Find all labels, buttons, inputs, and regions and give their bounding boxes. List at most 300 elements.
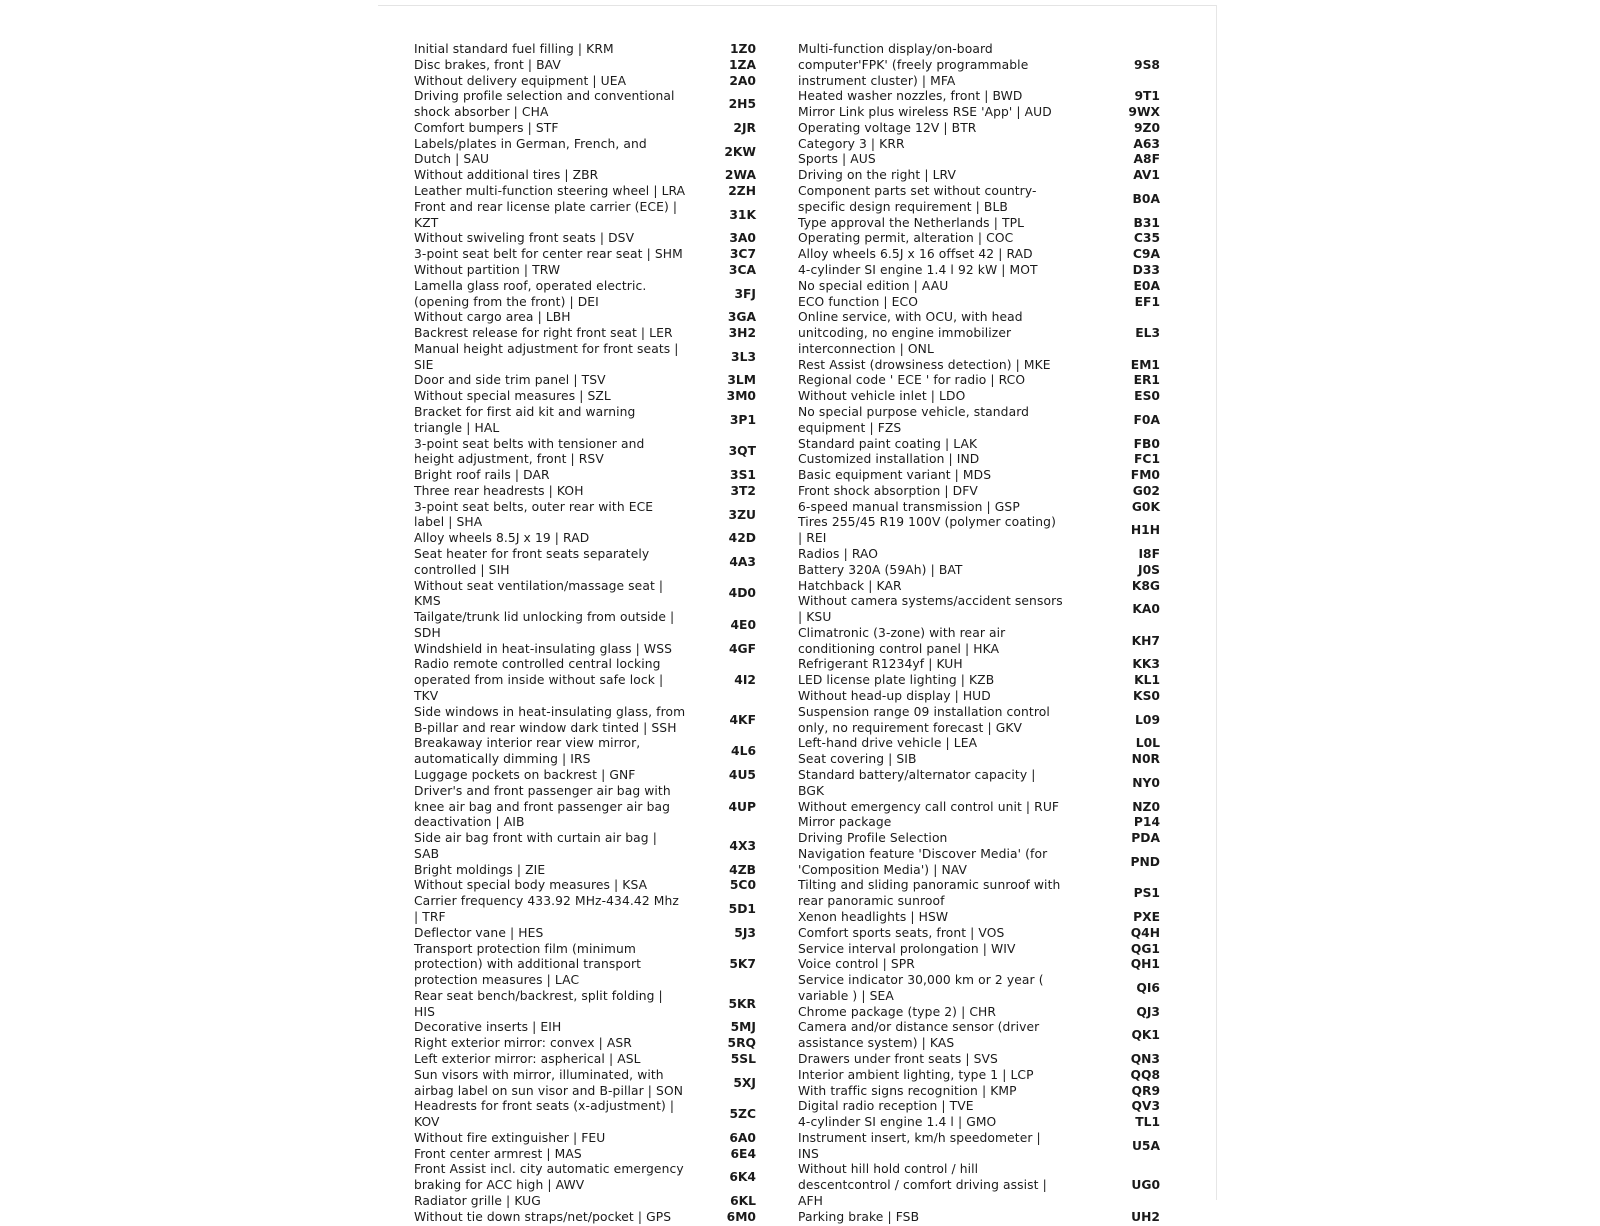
equipment-description: Tailgate/trunk lid unlocking from outside | SDH [414,610,675,640]
option-code: 2WA [724,168,756,183]
option-code: QJ3 [1136,1004,1160,1019]
equipment-row [414,247,794,263]
option-code: EF1 [1134,294,1160,309]
equipment-row [798,515,1190,547]
option-code: QQ8 [1130,1067,1160,1082]
option-code: 9S8 [1134,57,1160,72]
equipment-description: Without head-up display | HUD [798,689,991,704]
equipment-description: Battery 320A (59Ah) | BAT [798,562,963,577]
equipment-row [798,942,1190,958]
equipment-description: Driver's and front passenger air bag with knee air bag and front passenger air bag deactivation | AIB [414,783,671,830]
equipment-description: No special edition | AAU [798,278,949,293]
equipment-description: Navigation feature 'Discover Media' (for 'Composition Media') | NAV [798,846,1048,877]
equipment-row [414,926,794,942]
equipment-description: Front shock absorption | DFV [798,483,978,498]
option-code: KK3 [1132,657,1160,672]
equipment-row [798,910,1190,926]
equipment-row [798,105,1190,121]
equipment-description: Radiator grille | KUG [414,1194,541,1209]
option-code: 5D1 [728,902,756,917]
equipment-description: Comfort sports seats, front | VOS [798,925,1005,940]
equipment-row [414,1068,794,1100]
option-code: 3L3 [731,349,756,364]
option-code: 5XJ [733,1075,756,1090]
equipment-description: 6-speed manual transmission | GSP [798,499,1020,514]
option-code: KS0 [1133,689,1160,704]
equipment-row [414,263,794,279]
option-code: 6KL [730,1194,756,1209]
equipment-row [798,831,1190,847]
option-code: PS1 [1133,886,1160,901]
equipment-description: Deflector vane | HES [414,925,544,940]
equipment-row [798,89,1190,105]
equipment-row [414,768,794,784]
equipment-row [414,894,794,926]
equipment-description: Radios | RAO [798,547,879,561]
equipment-row [414,610,794,642]
option-code: FC1 [1134,452,1160,467]
equipment-row [798,42,1190,89]
equipment-row [798,247,1190,263]
equipment-row [414,184,794,200]
equipment-row [798,500,1190,516]
option-code: 4ZB [729,862,756,877]
option-code: 4GF [728,641,756,656]
equipment-description: Xenon headlights | HSW [798,909,949,924]
option-code: A63 [1133,136,1160,151]
equipment-description: LED license plate lighting | KZB [798,673,995,688]
option-code: B0A [1132,191,1160,206]
equipment-description: Type approval the Netherlands | TPL [798,215,1025,230]
equipment-description: Without tie down straps/net/pocket | GPS [414,1209,672,1224]
equipment-description: With traffic signs recognition | KMP [798,1083,1017,1098]
equipment-description: Manual height adjustment for front seats | SIE [414,341,679,372]
equipment-description: Backrest release for right front seat | LER [414,326,673,341]
option-code: 6E4 [730,1146,756,1161]
equipment-description: Right exterior mirror: convex | ASR [414,1036,632,1051]
equipment-row [414,657,794,704]
option-code: 42D [728,531,756,546]
equipment-row [798,1005,1190,1021]
equipment-description: Interior ambient lighting, type 1 | LCP [798,1067,1034,1082]
equipment-description: Without special measures | SZL [414,389,611,404]
equipment-description: Chrome package (type 2) | CHR [798,1004,996,1019]
equipment-description: Operating permit, alteration | COC [798,231,1014,246]
option-code: 3M0 [726,389,756,404]
equipment-description: Front center armrest | MAS [414,1146,582,1161]
option-code: NZ0 [1132,799,1160,814]
equipment-description: Drawers under front seats | SVS [798,1052,998,1066]
equipment-row [798,1084,1190,1100]
equipment-row [414,989,794,1021]
option-code: KA0 [1132,602,1160,617]
equipment-row [798,389,1190,405]
option-code: L0L [1135,736,1160,751]
equipment-description: Front Assist incl. city automatic emergency braking for ACC high | AWV [414,1162,684,1193]
equipment-row [798,168,1190,184]
equipment-row [414,1036,794,1052]
option-code: 5K7 [729,957,756,972]
equipment-row [414,58,794,74]
equipment-row [798,815,1190,831]
equipment-row [414,579,794,611]
equipment-row [414,642,794,658]
option-code: 5MJ [730,1020,756,1035]
equipment-row [414,200,794,232]
equipment-description: Three rear headrests | KOH [414,483,584,498]
equipment-row [414,121,794,137]
option-code: U5A [1131,1138,1160,1153]
equipment-row [798,152,1190,168]
option-code: AV1 [1133,168,1160,183]
equipment-row [798,437,1190,453]
equipment-description: Without delivery equipment | UEA [414,73,627,88]
equipment-description: Leather multi-function steering wheel | LRA [414,184,686,199]
option-code: I8F [1138,547,1160,561]
equipment-description: Side air bag front with curtain air bag | SAB [414,831,657,861]
option-code: PDA [1131,831,1160,846]
equipment-description: Decorative inserts | EIH [414,1020,562,1035]
option-code: 3CA [728,262,756,277]
equipment-description: Without special body measures | KSA [414,878,648,893]
equipment-row [798,1210,1190,1226]
option-code: 5SL [730,1052,756,1066]
option-code: 3QT [728,444,756,459]
equipment-description: Radio remote controlled central locking operated from inside without safe lock | TKV [414,657,664,704]
option-code: 9T1 [1134,89,1160,104]
option-code: 3ZU [728,507,756,522]
equipment-row [798,452,1190,468]
equipment-description: Sports | AUS [798,152,876,167]
option-code: G02 [1132,483,1160,498]
equipment-row [414,1194,794,1210]
option-code: 4UP [728,799,756,814]
option-code: A8F [1133,152,1160,167]
equipment-description: Left-hand drive vehicle | LEA [798,736,978,751]
equipment-description: Camera and/or distance sensor (driver assistance system) | KAS [798,1020,1040,1051]
equipment-description: Windshield in heat-insulating glass | WSS [414,641,672,656]
equipment-description: Luggage pockets on backrest | GNF [414,767,636,782]
equipment-description: Multi-function display/on-board computer'FPK' (freely programmable instrument cluster) | MFA [798,42,1029,88]
equipment-description: Suspension range 09 installation control only, no requirement forecast | GKV [798,704,1050,735]
equipment-row [798,1115,1190,1131]
option-code: 4L6 [731,744,756,759]
equipment-description: Customized installation | IND [798,452,980,467]
equipment-row [798,137,1190,153]
left-column [414,42,794,1226]
equipment-description: Service interval prolongation | WIV [798,941,1016,956]
equipment-description: Instrument insert, km/h speedometer | INS [798,1130,1041,1161]
equipment-description: Digital radio reception | TVE [798,1099,974,1114]
equipment-row [798,1131,1190,1163]
equipment-row [798,673,1190,689]
equipment-row [798,310,1190,357]
equipment-row [414,500,794,532]
equipment-description: Bright roof rails | DAR [414,468,550,483]
option-code: ER1 [1133,373,1160,388]
equipment-description: ECO function | ECO [798,294,918,309]
equipment-row [414,1162,794,1194]
equipment-description: Without vehicle inlet | LDO [798,389,966,404]
option-code: 3C7 [729,247,756,262]
equipment-row [414,279,794,311]
equipment-row [414,74,794,90]
equipment-description: Transport protection film (minimum protection) with additional transport protection measures | LAC [414,941,642,988]
equipment-description: Side windows in heat-insulating glass, from B-pillar and rear window dark tinted | SSH [414,704,686,735]
equipment-row [798,184,1190,216]
equipment-description: Standard paint coating | LAK [798,436,978,451]
equipment-description: 3-point seat belts, outer rear with ECE label | SHA [414,499,654,530]
option-code: 4E0 [730,618,756,633]
equipment-row [798,231,1190,247]
option-code: 3LM [727,373,756,388]
equipment-description: Driving profile selection and conventional shock absorber | CHA [414,89,675,120]
equipment-row [798,752,1190,768]
equipment-description: Without fire extinguisher | FEU [414,1130,606,1145]
option-code: 3T2 [730,483,756,498]
equipment-description: Without emergency call control unit | RUF [798,799,1060,814]
equipment-row [414,326,794,342]
option-code: 3A0 [729,231,756,246]
equipment-row [414,168,794,184]
equipment-row [414,484,794,500]
option-code: J0S [1138,562,1160,577]
equipment-row [798,657,1190,673]
option-code: FB0 [1133,436,1160,451]
equipment-description: Regional code ' ECE ' for radio | RCO [798,373,1026,388]
equipment-row [414,231,794,247]
option-code: 2JR [733,120,756,135]
option-code: PND [1130,854,1160,869]
equipment-description: Alloy wheels 6.5J x 16 offset 42 | RAD [798,247,1033,262]
equipment-row [414,531,794,547]
option-code: D33 [1132,262,1160,277]
option-code: QR9 [1131,1083,1160,1098]
equipment-row [798,121,1190,137]
equipment-row [414,784,794,831]
equipment-row [798,468,1190,484]
equipment-row [798,405,1190,437]
equipment-row [798,295,1190,311]
equipment-row [798,547,1190,563]
equipment-description: Standard battery/alternator capacity | BGK [798,767,1036,798]
equipment-description: Climatronic (3-zone) with rear air conditioning control panel | HKA [798,625,1006,656]
equipment-description: Comfort bumpers | STF [414,120,559,135]
option-code: Q4H [1130,925,1160,940]
option-code: 5KR [728,996,756,1011]
option-code: 4U5 [728,767,756,782]
equipment-description: Without camera systems/accident sensors | KSU [798,594,1063,625]
equipment-row [798,594,1190,626]
equipment-description: Without partition | TRW [414,262,561,277]
option-code: EM1 [1130,357,1160,372]
option-code: KH7 [1131,633,1160,648]
equipment-row [414,342,794,374]
equipment-row [798,1068,1190,1084]
equipment-row [798,689,1190,705]
equipment-row [798,216,1190,232]
equipment-row [798,484,1190,500]
equipment-row [414,405,794,437]
equipment-description: Basic equipment variant | MDS [798,468,992,483]
equipment-description: 3-point seat belts with tensioner and height adjustment, front | RSV [414,436,645,467]
option-code: FM0 [1130,468,1160,483]
equipment-description: 4-cylinder SI engine 1.4 l | GMO [798,1115,997,1130]
option-code: 5J3 [734,925,756,940]
equipment-description: Front and rear license plate carrier (ECE) | KZT [414,199,678,230]
equipment-description: Without cargo area | LBH [414,310,571,325]
equipment-row [414,310,794,326]
equipment-description: Mirror package [798,815,892,830]
equipment-description: Seat covering | SIB [798,752,917,767]
equipment-description: Component parts set without country-specific design requirement | BLB [798,184,1037,214]
equipment-row [798,926,1190,942]
page-edge-right [1216,5,1217,1200]
equipment-row [798,1052,1190,1068]
equipment-description: Disc brakes, front | BAV [414,57,561,72]
option-code: QN3 [1130,1052,1160,1066]
equipment-description: Tires 255/45 R19 100V (polymer coating) | REI [798,515,1056,546]
equipment-description: 4-cylinder SI engine 1.4 l 92 kW | MOT [798,262,1038,277]
equipment-row [798,1020,1190,1052]
equipment-description: Initial standard fuel filling | KRM [414,42,614,56]
equipment-row [798,973,1190,1005]
option-code: 2A0 [729,73,756,88]
equipment-description: Service indicator 30,000 km or 2 year ( variable ) | SEA [798,973,1044,1003]
option-code: PXE [1133,909,1160,924]
option-code: 2H5 [728,97,756,112]
equipment-row [414,831,794,863]
equipment-description: Door and side trim panel | TSV [414,373,606,388]
equipment-description: Voice control | SPR [798,957,915,972]
equipment-row [414,468,794,484]
equipment-row [414,437,794,469]
equipment-description: Driving on the right | LRV [798,168,957,183]
equipment-row [798,768,1190,800]
equipment-description: Left exterior mirror: aspherical | ASL [414,1052,641,1066]
equipment-description: Parking brake | FSB [798,1209,920,1224]
equipment-row [798,373,1190,389]
option-code: E0A [1133,278,1160,293]
equipment-row [414,389,794,405]
equipment-description: Driving Profile Selection [798,831,948,846]
equipment-row [798,800,1190,816]
option-code: ES0 [1134,389,1160,404]
option-code: 6M0 [726,1209,756,1224]
option-code: 9WX [1128,105,1160,120]
equipment-row [798,263,1190,279]
equipment-row [798,358,1190,374]
equipment-row [414,736,794,768]
equipment-row [798,847,1190,879]
equipment-row [414,1131,794,1147]
option-code: C35 [1133,231,1160,246]
equipment-description: Rest Assist (drowsiness detection) | MKE [798,357,1051,372]
option-code: 3S1 [730,468,756,483]
equipment-description: Heated washer nozzles, front | BWD [798,89,1023,104]
option-code: 1Z0 [729,42,756,56]
option-code: QH1 [1130,957,1160,972]
equipment-row [798,878,1190,910]
equipment-row [414,942,794,989]
equipment-row [798,705,1190,737]
equipment-row [414,1099,794,1131]
option-code: TL1 [1135,1115,1160,1130]
equipment-description: Mirror Link plus wireless RSE 'App' | AUD [798,105,1052,120]
option-code: QI6 [1136,980,1160,995]
equipment-description: Labels/plates in German, French, and Dutch | SAU [414,136,647,167]
equipment-row [414,42,794,58]
option-code: 3H2 [728,326,756,341]
option-code: QG1 [1130,941,1160,956]
equipment-row [414,1147,794,1163]
equipment-description: Headrests for front seats (x-adjustment) | KOV [414,1099,675,1130]
equipment-row [798,563,1190,579]
option-code: N0R [1131,752,1160,767]
option-code: L09 [1135,712,1160,727]
option-code: 4KF [729,712,756,727]
equipment-row [414,878,794,894]
option-code: EL3 [1135,326,1160,341]
equipment-description: Alloy wheels 8.5J x 19 | RAD [414,531,590,546]
equipment-description: Online service, with OCU, with head unitcoding, no engine immobilizer interconnection | ONL [798,310,1023,356]
option-code: C9A [1132,247,1160,262]
equipment-description: Without seat ventilation/massage seat | KMS [414,578,664,609]
equipment-description: Breakaway interior rear view mirror, automatically dimming | IRS [414,736,641,767]
option-code: QV3 [1131,1099,1160,1114]
option-code: 4I2 [734,673,756,688]
option-code: H1H [1130,523,1160,538]
option-code: 5C0 [729,878,756,893]
equipment-description: Operating voltage 12V | BTR [798,120,977,135]
equipment-row [414,137,794,169]
equipment-row [414,1020,794,1036]
equipment-description: Bracket for first aid kit and warning triangle | HAL [414,404,636,435]
equipment-row [798,736,1190,752]
option-code: 2KW [724,144,756,159]
equipment-description: Without additional tires | ZBR [414,168,599,183]
equipment-description: Bright moldings | ZIE [414,862,546,877]
option-code: 2ZH [728,184,756,199]
equipment-description: Without hill hold control / hill descentcontrol / comfort driving assist | AFH [798,1162,1047,1209]
option-code: 1ZA [729,57,756,72]
equipment-row [798,279,1190,295]
option-code: 4A3 [729,554,756,569]
equipment-description: No special purpose vehicle, standard equipment | FZS [798,404,1030,435]
equipment-row [414,89,794,121]
option-code: NY0 [1132,775,1160,790]
equipment-row [798,1162,1190,1209]
equipment-description: Tilting and sliding panoramic sunroof with rear panoramic sunroof [798,878,1061,909]
option-code: G0K [1131,499,1160,514]
equipment-description: Hatchback | KAR [798,578,902,593]
option-code: UH2 [1131,1209,1160,1224]
option-code: 3GA [727,310,756,325]
equipment-row [414,1210,794,1226]
equipment-row [414,863,794,879]
equipment-row [798,626,1190,658]
option-code: 4X3 [729,838,756,853]
option-code: KL1 [1134,673,1160,688]
option-code: 6A0 [729,1130,756,1145]
right-column [798,42,1190,1226]
equipment-description: Carrier frequency 433.92 MHz-434.42 Mhz | TRF [414,894,679,924]
equipment-description: Refrigerant R1234yf | KUH [798,657,963,672]
page-edge-top [378,5,1216,6]
option-code: 4D0 [728,586,756,601]
option-code: QK1 [1131,1028,1160,1043]
equipment-row [798,957,1190,973]
